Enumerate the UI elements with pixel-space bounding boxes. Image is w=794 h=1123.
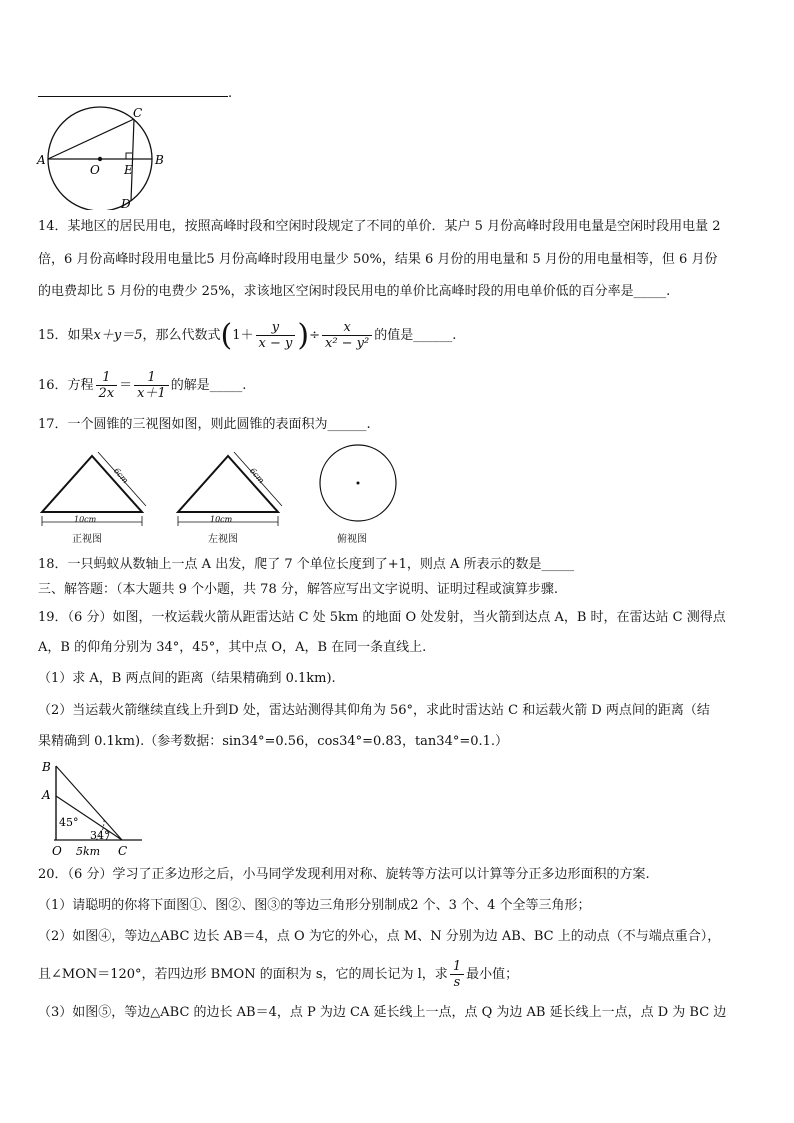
q20-part-1: （1）请聪明的你将下面图①、图②、图③的等边三角形分别制成2 个、3 个、4 个全等三角形；	[38, 898, 591, 913]
fraction: $\frac{1}{2x}$	[96, 370, 118, 401]
q15-line: 15．如果x＋y＝5，那么代数式(1＋ $\frac{y}{x - y}$ )÷ $\frac{x}{\text{x² − y²}}$ 的值是______.	[38, 317, 457, 353]
q19-line-1: 19．（6 分）如图，一枚运载火箭从距雷达站 C 处 5km 的地面 O 处发射，当火箭到达点 A，B 时，在雷达站 C 测得点	[38, 610, 726, 625]
angle-45-label: 45°	[59, 816, 79, 829]
label-a: A	[42, 788, 51, 802]
distance-label: 5km	[76, 845, 101, 858]
q13-answer-line: .	[38, 84, 232, 103]
base-label: 10cm	[210, 515, 233, 524]
slant-label: 6cm	[111, 466, 131, 486]
fraction: $\frac{y}{x - y}$	[256, 320, 296, 351]
q14-line-3: 的电费却比 5 月份的电费少 25%，求该地区空闲时段民用电的单价比高峰时段的用电单价低的百分率是_____.	[38, 284, 671, 299]
q19-part-1: （1）求 A，B 两点间的距离（结果精确到 0.1km).	[38, 671, 336, 686]
label-b: B	[42, 760, 51, 774]
side-view-figure	[172, 444, 294, 528]
fraction: $\frac{1}{x+1}$	[134, 370, 169, 401]
fraction: $\frac{1}{s}$	[450, 959, 464, 990]
caption-front-view: 正视图	[72, 534, 102, 545]
label-b: B	[155, 153, 164, 167]
right-angle-mark	[126, 153, 132, 159]
label-d: D	[121, 197, 131, 210]
q20-line-1: 20．（6 分）学习了正多边形之后，小马同学发现利用对称、旋转等方法可以计算等分正多边形面积的方案.	[38, 867, 650, 882]
caption-left-view: 左视图	[208, 534, 238, 545]
q17-text: 17．一个圆锥的三视图如图，则此圆锥的表面积为______.	[38, 417, 371, 432]
q19-part-2-line-2: 果精确到 0.1km).（参考数据：sin34°=0.56，cos34°=0.83，tan34°=0.1.）	[38, 734, 509, 749]
answer-blank	[38, 84, 228, 97]
caption-top-view: 俯视图	[337, 534, 367, 545]
label-o: O	[90, 163, 100, 177]
chord-cd	[131, 119, 134, 201]
q20-part-3: （3）如图⑤，等边△ABC 的边长 AB＝4，点 P 为边 CA 延长线上一点，点 Q 为边 AB 延长线上一点，点 D 为 BC 边	[38, 1005, 727, 1020]
q16-line: 16．方程 $\frac{1}{2x}$ ＝ $\frac{1}{x+1}$ 的解是_____.	[38, 370, 247, 401]
q20-part-2-line-1: （2）如图④，等边△ABC 边长 AB＝4，点 O 为它的外心，点 M、N 分别为边 AB、BC 上的动点（不与端点重合），	[38, 929, 721, 944]
slant-label: 6cm	[247, 466, 267, 486]
q19-part-2-line-1: （2）当运载火箭继续直线上升到D 处，雷达站测得其仰角为 56°，求此时雷达站 C 和运载火箭 D 两点间的距离（结	[38, 703, 710, 718]
label-e: E	[124, 163, 133, 177]
circle-figure	[34, 106, 174, 210]
side-triangle	[178, 456, 278, 512]
fraction: $\frac{x}{\text{x² − y²}}$	[322, 320, 372, 351]
q20-part-2-line-2: 且∠MON＝120°，若四边形 BMON 的面积为 s，它的周长记为 l，求 $\frac{1}{s}$ 最小值；	[38, 959, 519, 990]
base-label: 10cm	[74, 515, 97, 524]
apex-point	[357, 482, 360, 485]
section-heading: 三、解答题：（本大题共 9 个小题，共 78 分，解答应写出文字说明、证明过程或演算步骤.	[38, 582, 558, 597]
rocket-figure	[38, 756, 148, 860]
q19-line-2: A，B 的仰角分别为 34°，45°，其中点 O，A，B 在同一条直线上.	[38, 640, 427, 655]
q14-line-1: 14．某地区的居民用电，按照高峰时段和空闲时段规定了不同的单价．某户 5 月份高峰时段用电量是空闲时段用电量 2	[38, 219, 721, 234]
q18-text: 18．一只蚂蚁从数轴上一点 A 出发，爬了 7 个单位长度到了+1，则点 A 所表示的数是_____	[38, 557, 575, 572]
label-a: A	[37, 153, 46, 167]
q14-line-2: 倍，6 月份高峰时段用电量比5 月份高峰时段用电量少 50%，结果 6 月份的用电量和 5 月份的用电量相等，但 6 月份	[38, 252, 718, 267]
front-triangle	[42, 456, 142, 512]
label-o: O	[52, 844, 62, 858]
center-point	[98, 157, 102, 161]
front-view-figure	[36, 444, 158, 528]
label-c: C	[133, 106, 143, 120]
label-c: C	[118, 844, 128, 858]
top-view-figure	[314, 440, 404, 526]
angle-34-label: 34°	[90, 829, 110, 842]
